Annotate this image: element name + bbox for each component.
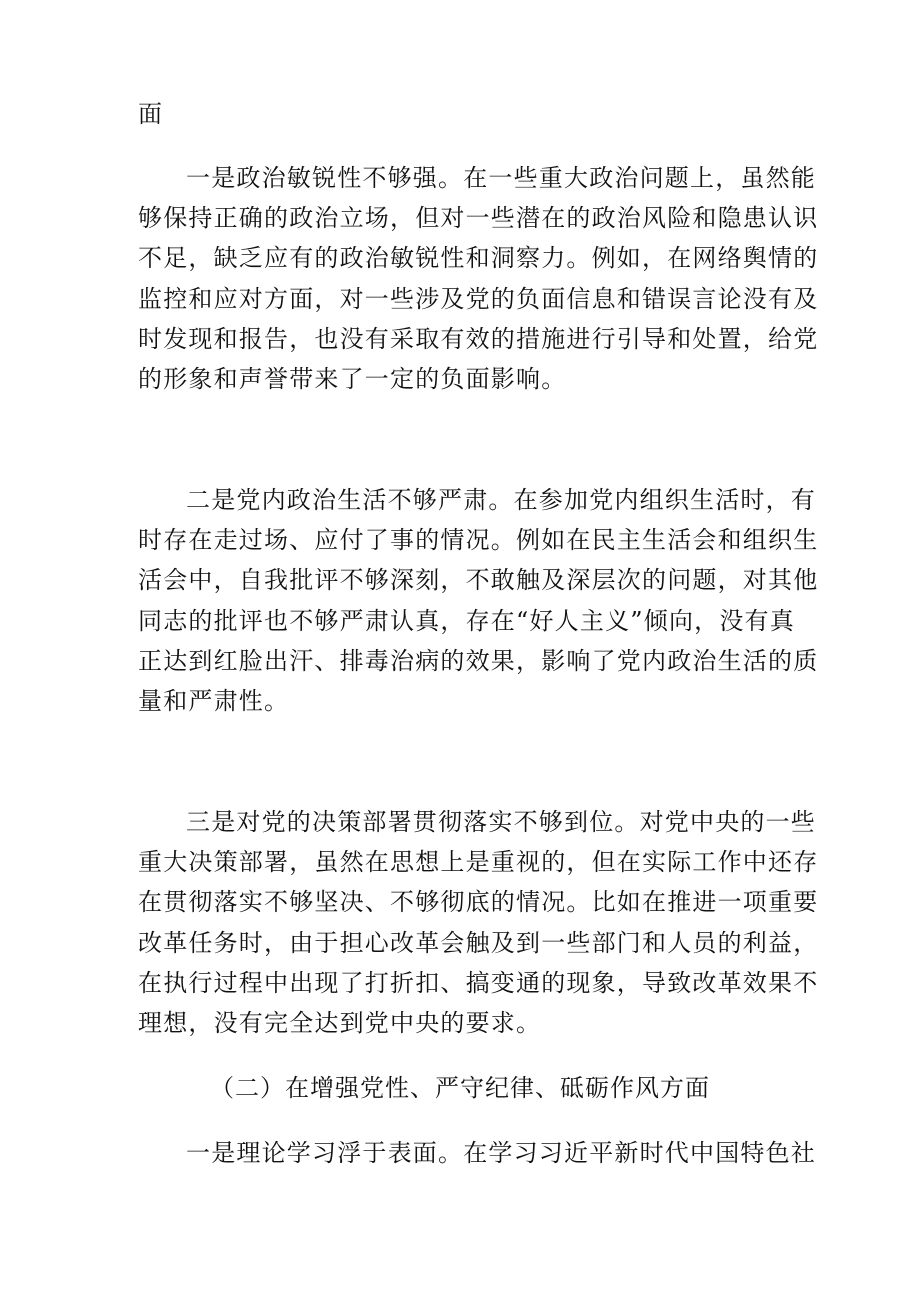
paragraph-2-line-3: 活会中，自我批评不够深刻，不敢触及深层次的问题，对其他 <box>138 566 819 594</box>
paragraph-1-line-3: 不足，缺乏应有的政治敏锐性和洞察力。例如，在网络舆情的 <box>138 244 819 272</box>
paragraph-3-line-3: 在贯彻落实不够坚决、不够彻底的情况。比如在推进一项重要 <box>138 888 819 916</box>
paragraph-3-line-5: 在执行过程中出现了打折扣、搞变通的现象，导致改革效果不 <box>138 969 819 997</box>
paragraph-2-line-1: 二是党内政治生活不够严肃。在参加党内组织生活时，有 <box>186 486 816 514</box>
paragraph-3-line-6: 理想，没有完全达到党中央的要求。 <box>138 1009 542 1037</box>
paragraph-1-line-4: 监控和应对方面，对一些涉及党的负面信息和错误言论没有及 <box>138 285 819 313</box>
paragraph-4-line-1: 一是理论学习浮于表面。在学习习近平新时代中国特色社 <box>186 1139 816 1167</box>
paragraph-1-line-2: 够保持正确的政治立场，但对一些潜在的政治风险和隐患认识 <box>138 204 819 232</box>
paragraph-2-line-6: 量和严肃性。 <box>138 687 290 715</box>
paragraph-3-line-1: 三是对党的决策部署贯彻落实不够到位。对党中央的一些 <box>186 808 816 836</box>
paragraph-1-line-1: 一是政治敏锐性不够强。在一些重大政治问题上，虽然能 <box>186 164 816 192</box>
section-heading: （二）在增强党性、严守纪律、砥砺作风方面 <box>210 1074 710 1102</box>
paragraph-1-line-5: 时发现和报告，也没有采取有效的措施进行引导和处置，给党 <box>138 325 819 353</box>
paragraph-2-line-4: 同志的批评也不够严肃认真，存在“好人主义”倾向，没有真 <box>138 607 795 635</box>
paragraph-2-line-2: 时存在走过场、应付了事的情况。例如在民主生活会和组织生 <box>138 526 819 554</box>
text-line-heading-tail: 面 <box>138 100 164 128</box>
paragraph-3-line-4: 改革任务时，由于担心改革会触及到一些部门和人员的利益， <box>138 929 819 957</box>
paragraph-1-line-6: 的形象和声誉带来了一定的负面影响。 <box>138 365 567 393</box>
paragraph-3-line-2: 重大决策部署，虽然在思想上是重视的，但在实际工作中还存 <box>138 848 819 876</box>
paragraph-2-line-5: 正达到红脸出汗、排毒治病的效果，影响了党内政治生活的质 <box>138 647 819 675</box>
